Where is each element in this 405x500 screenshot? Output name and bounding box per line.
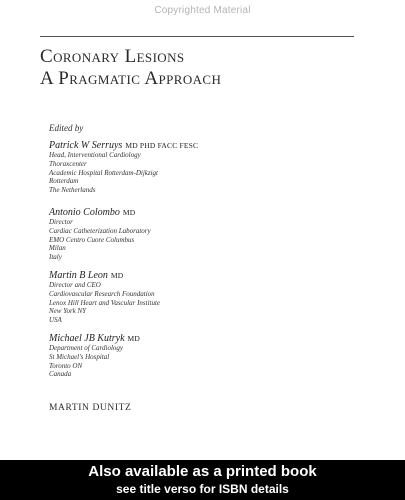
affiliation-line: Department of Cardiology — [49, 344, 124, 352]
affiliation-line: Academic Hospital Rotterdam-Dijkzigt — [49, 168, 158, 177]
header-rule — [40, 36, 354, 37]
editor-block — [49, 207, 151, 262]
editor-block — [49, 270, 160, 325]
editor-name: Antonio Colombo — [49, 207, 120, 218]
affiliation-line: Canada — [49, 370, 72, 379]
editor-degrees: MD PHD FACC FESC — [125, 141, 199, 150]
editor-degrees: MD — [127, 334, 141, 343]
affiliation-line: Lenox Hill Heart and Vascular Institute — [49, 298, 161, 307]
editor-name-line — [49, 140, 198, 151]
affiliation-line: Thoraxcenter — [49, 159, 87, 168]
affiliation-line: Director and CEO — [49, 281, 101, 289]
editor-affiliation — [49, 281, 160, 325]
print-availability-banner — [0, 460, 405, 500]
affiliation-line: Cardiac Catheterization Laboratory — [49, 226, 151, 235]
affiliation-line: USA — [49, 316, 62, 325]
affiliation-line: New York NY — [49, 307, 87, 316]
editor-name-line — [49, 333, 140, 344]
editor-block — [49, 140, 198, 195]
banner-subline: see title verso for ISBN details — [116, 482, 289, 496]
book-title — [40, 46, 221, 90]
editor-affiliation — [49, 344, 140, 379]
edited-by-label: Edited by — [49, 123, 84, 133]
affiliation-line: Cardiovascular Research Foundation — [49, 289, 155, 298]
editor-name: Michael JB Kutryk — [49, 333, 125, 344]
editor-affiliation — [49, 218, 151, 262]
publisher-name: MARTIN DUNITZ — [49, 403, 132, 413]
editor-name-line — [49, 270, 160, 281]
affiliation-line: The Netherlands — [49, 186, 96, 195]
affiliation-line: Head, Interventional Cardiology — [49, 151, 141, 159]
editor-affiliation — [49, 151, 198, 195]
affiliation-line: Director — [49, 218, 73, 226]
editor-name: Patrick W Serruys — [49, 140, 123, 151]
editor-block — [49, 333, 140, 379]
copyright-watermark: Copyrighted Material — [154, 5, 251, 16]
editor-name: Martin B Leon — [49, 270, 108, 281]
affiliation-line: Milan — [49, 244, 66, 253]
editor-degrees: MD — [110, 271, 124, 280]
book-title-line-2: A Pragmatic Approach — [40, 68, 222, 89]
affiliation-line: Italy — [49, 253, 62, 262]
affiliation-line: Rotterdam — [49, 177, 79, 186]
banner-headline: Also available as a printed book — [88, 463, 317, 480]
editor-name-line — [49, 207, 151, 218]
affiliation-line: St Michael's Hospital — [49, 352, 110, 361]
editor-degrees: MD — [122, 208, 136, 217]
affiliation-line: EMO Centro Cuore Columbus — [49, 235, 135, 244]
affiliation-line: Toronto ON — [49, 361, 83, 370]
book-title-line-1: Coronary Lesions — [40, 46, 185, 67]
